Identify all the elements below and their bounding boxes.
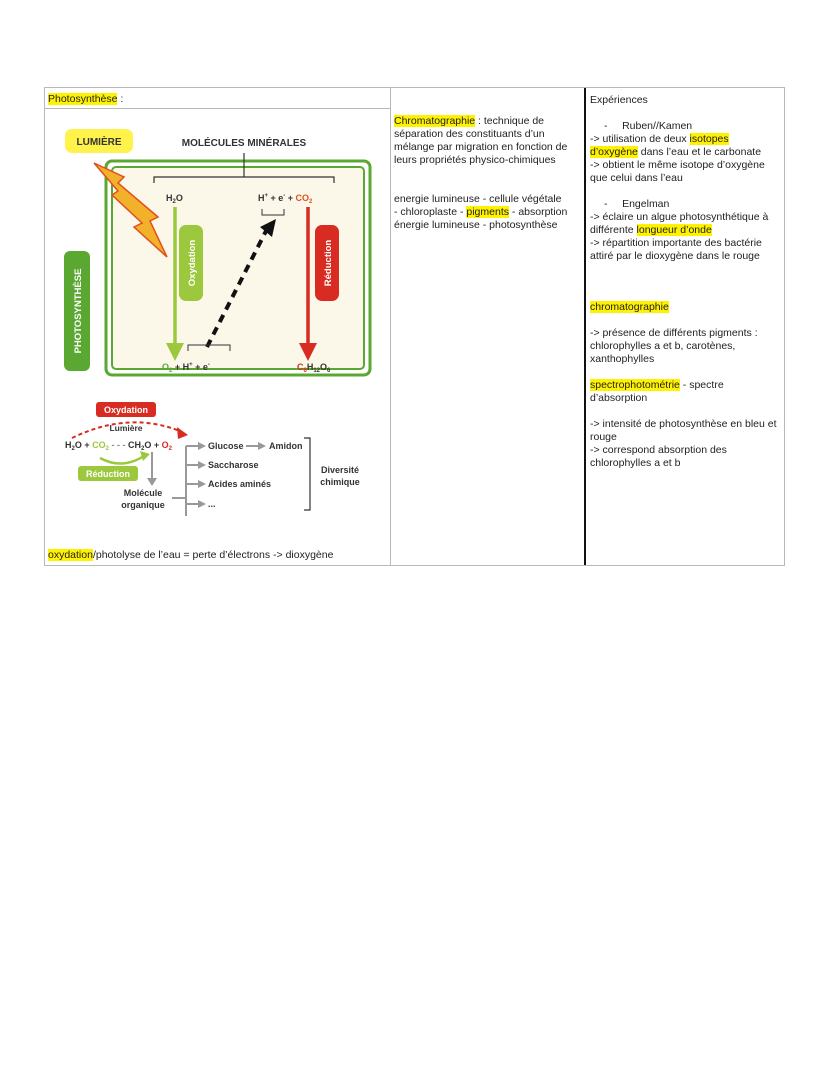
pigments-text: -> présence de différents pigments : chlorophylles a et b, carotènes, xanthophylles [590, 327, 758, 365]
molecules-title: MOLÉCULES MINÉRALES [181, 138, 307, 149]
column-divider-2 [584, 88, 586, 565]
h2o-formula: $H_2O$ [166, 193, 183, 205]
photosynthesis-cell-diagram [62, 123, 382, 383]
engelman-line-2: différente longueur d’onde [590, 224, 712, 236]
engelman-line-3: -> répartition importante des bactérie attiré par le dioxygène dans le rouge [590, 237, 762, 262]
spectro-highlight: spectrophotométrie [590, 379, 680, 391]
glucose-formula: $C_6H_{12}O_6$ [297, 362, 331, 374]
redox-equation: $H_2O + CO_2$ - - - $CH_2O + O_2$ [65, 440, 172, 452]
energie-notes [394, 193, 582, 232]
ruben-title: - Ruben//Kamen [604, 120, 693, 132]
acides-amines-item: Acides aminés [208, 479, 272, 489]
chromatographie-label [590, 301, 669, 314]
correspond-text: -> correspond absorption des chlorophylles a et b [590, 444, 727, 469]
experiences-header: Expériences [590, 94, 648, 106]
energie-line-1: energie lumineuse - cellule végétale [394, 193, 562, 205]
ruben-line-1: -> utilisation de deux isotopes [590, 133, 729, 145]
row-divider [45, 108, 390, 109]
photosynthese-title: Photosynthèse [48, 93, 118, 105]
notes-table [44, 87, 785, 566]
reduction-label: Réduction [323, 239, 334, 287]
oxydation-highlight: oxydation [48, 549, 93, 561]
isotopes-highlight: isotopes [689, 133, 729, 145]
longueur-onde-highlight: longueur d’onde [636, 224, 712, 236]
pigments-highlight: pigments [466, 206, 509, 218]
spectro-text: spectrophotométrie - spectre d’absorption [590, 379, 724, 404]
o2-formula: $O_2 + H^+ + e^-$ [162, 362, 210, 374]
photosynthese-label: PHOTOSYNTHÈSE [73, 268, 84, 354]
hplus-co2-formula: $H^+ + e^- + CO_2$ [258, 193, 313, 205]
engelman-title: - Engelman [604, 198, 670, 210]
organique-label: organique [121, 500, 165, 510]
engelman-line-1: -> éclaire un algue photosynthétique à [590, 211, 769, 223]
saccharose-item: Saccharose [208, 460, 259, 470]
energie-line-2: - chloroplaste - pigments - absorption [394, 206, 568, 218]
lumiere-label: LUMIÈRE [76, 137, 122, 148]
engelman-section [590, 198, 784, 263]
ruben-line-3: -> obtient le même isotope d’oxygène que celui dans l’eau [590, 159, 765, 184]
intensite-text: -> intensité de photosynthèse en bleu et rouge [590, 418, 777, 443]
column-divider-1 [390, 88, 391, 565]
oxygene-highlight: d’oxygène [590, 146, 638, 158]
oxydo-reduction-diagram [60, 398, 380, 528]
ellipsis-item: ... [208, 499, 216, 509]
chromatographie-definition: Chromatographie : technique de séparation des constituants d’un mélange par migration en fonction de leurs propriétés physico-chimiques [394, 115, 568, 166]
oxydation-tag-label: Oxydation [103, 405, 149, 415]
chromatographie-highlight: Chromatographie [394, 115, 476, 127]
molecule-label: Molécule [123, 488, 163, 498]
chromatographie-exp-highlight: chromatographie [590, 301, 669, 313]
col1-header: Photosynthèse : [48, 93, 124, 105]
ruben-line-2: d’oxygène dans l’eau et le carbonate [590, 146, 762, 158]
amidon-label: Amidon [269, 441, 303, 451]
oxydation-label: Oxydation [187, 239, 198, 287]
lumiere-small-label: Lumière [109, 423, 143, 433]
glucose-item: Glucose [208, 441, 244, 451]
energie-line-3: énergie lumineuse - photosynthèse [394, 219, 558, 231]
reduction-tag-label: Réduction [86, 469, 130, 479]
ruben-kamen-section [590, 120, 784, 185]
diversite-label: Diversité [320, 465, 360, 475]
chimique-label: chimique [320, 477, 360, 487]
col1-footer: oxydation/photolyse de l’eau = perte d’électrons -> dioxygène [48, 549, 334, 561]
